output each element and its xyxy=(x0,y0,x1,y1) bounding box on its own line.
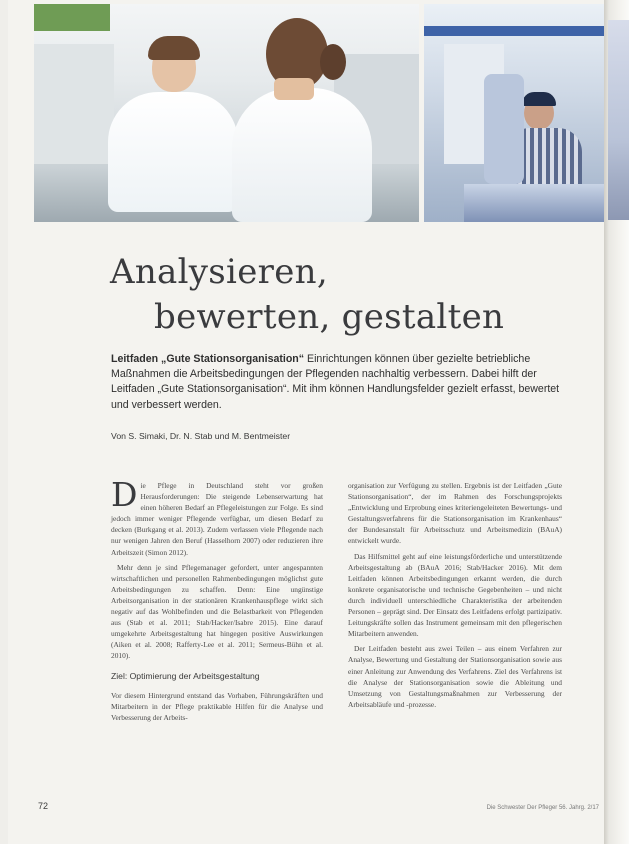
title-line-2: bewerten, gestalten xyxy=(154,297,505,337)
drop-cap: D xyxy=(111,475,138,514)
section-subheading: Ziel: Optimierung der Arbeitsgestaltung xyxy=(111,670,260,681)
article-lead xyxy=(111,352,571,413)
journal-footer: Die Schwester Der Pfleger 56. Jahrg. 2/17 xyxy=(486,805,599,811)
paragraph: Der Leitfaden besteht aus zwei Teilen – aus einem Verfahren zur Analyse, Bewertung und Gestaltung der Stationsorganisation sowie aus einer Anleitung zur Anwendung des Verfahrens. Ziel des Verfahrens ist die Analyse der Stationsorganisation sowie die Ableitung und Umsetzung von Gestaltungsmaßnahmen zur Verbesserung der Arbeitsabläufe und -prozesse. xyxy=(348,644,562,709)
photo-nurses-conversation xyxy=(34,4,419,222)
adjacent-page-photo xyxy=(608,20,629,220)
page-number: 72 xyxy=(38,801,49,811)
adjacent-page-edge xyxy=(604,0,629,844)
paragraph: Vor diesem Hintergrund entstand das Vorhaben, Führungskräften und Mitarbeitern in der Pflege praktikable Hilfen für die Analyse und Verbesserung der Arbeits- xyxy=(111,690,323,722)
byline: Von S. Simaki, Dr. N. Stab und M. Bentmeister xyxy=(111,431,291,441)
header-photos xyxy=(34,4,608,222)
lead-text: Einrichtungen können über gezielte betriebliche Maßnahmen die Arbeitsbedingungen der Pflegenden nachhaltig verbessern. Dabei hilft der Leitfaden „Gute Stationsorganisation“. Mit ihm können Handlungsfelder gezielt erfasst, bewertet und verbessert werden. xyxy=(111,353,560,411)
magazine-page xyxy=(8,0,604,844)
body-column-left xyxy=(111,475,323,727)
article-title xyxy=(110,250,540,340)
body-column-right xyxy=(348,480,562,714)
paragraph: Das Hilfsmittel geht auf eine leistungsförderliche und unterstützende Arbeitsgestaltung ab (BAuA 2016; Stab/Hacker 2016). Mit dem Leitfaden können Arbeitsbedingungen erkannt werden, die durch konkrete organisatorische und technische Gegebenheiten – und nicht durch individuell unterschiedliche Charakteristika der arbeitenden Personen – geprägt sind. Der Einsatz des Leitfadens erfolgt partizipativ. Leitungskräfte sollen das Instrument gemeinsam mit den pflegerischen Mitarbeitern anwenden. xyxy=(348,551,562,639)
paragraph: Die Pflege in Deutschland steht vor großen Herausforderungen: Die steigende Lebenserwartung hat einen höheren Bedarf an Pflegeleistungen zur Folge. Es sind jedoch immer weniger Pflegende verfügbar, um diesen Bedarf zu decken (Burkgang et al. 2013). Zudem verlassen viele Pflegende nach nur wenigen Jahren den Beruf (Hasselhorn 2007) oder reduzieren ihre Arbeitszeit (Simon 2012). xyxy=(111,475,323,557)
lead-keyword: Leitfaden „Gute Stationsorganisation“ xyxy=(111,353,305,365)
title-line-1: Analysieren, xyxy=(110,252,328,292)
paragraph: organisation zur Verfügung zu stellen. Ergebnis ist der Leitfaden „Gute Stationsorganisation“, der im Rahmen des Forschungsprojekts „Entwicklung und Erprobung eines kriteriengeleiteten Bewertungs- und Gestaltungsverfahrens für die Stationsorganisation im Krankenhaus“ der Bundesanstalt für Arbeitsschutz und Arbeitsmedizin (BAuA) entwickelt wurde. xyxy=(348,481,562,546)
paragraph: Mehr denn je sind Pflegemanager gefordert, unter angespannten wirtschaftlichen und personellen Rahmenbedingungen möglichst gute Arbeitsbedingungen zu schaffen. Denn: Eine ungünstige Arbeitsorganisation in der stationären Krankenhauspflege wirkt sich negativ auf das Wohlbefinden und die Belastbarkeit von Pflegenden aus (Stab et al. 2011; Stab/Hacker/Isabre 2015). Eine darauf umgekehrte Arbeitsgestaltung hat hingegen positive Auswirkungen (Aiken et al. 2008; Rafferty-Lee et al. 2011; Sermeus-Bühn et al. 2010). xyxy=(111,562,323,661)
photo-patient-bed xyxy=(424,4,608,222)
section-color-tab xyxy=(34,4,110,31)
